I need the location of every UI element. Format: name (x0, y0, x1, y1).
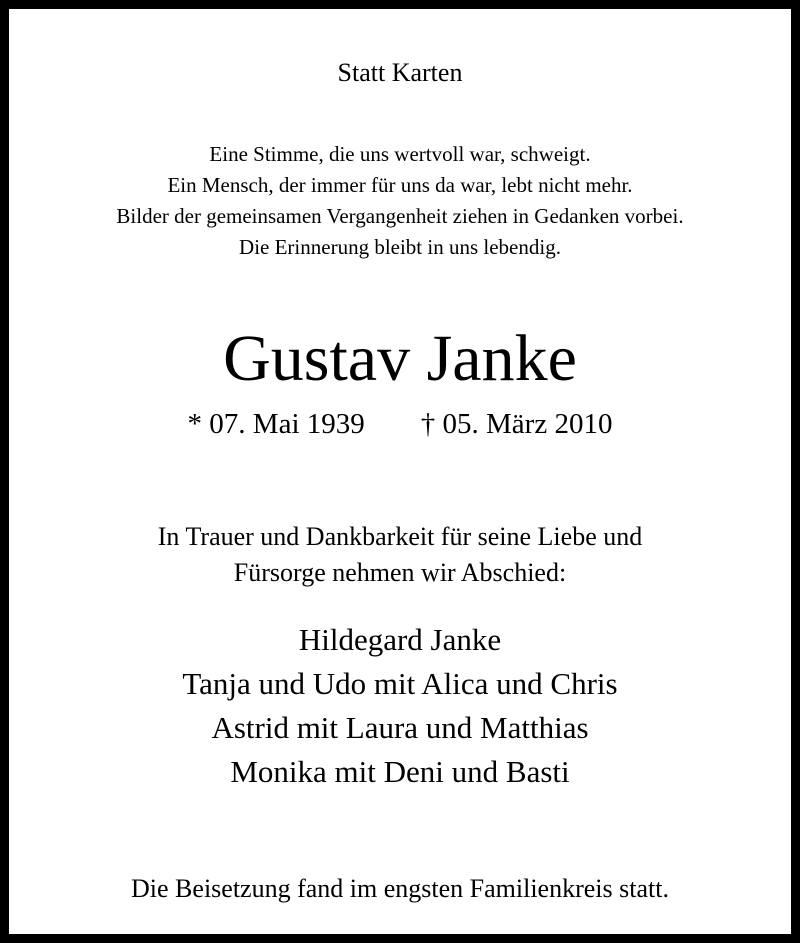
memorial-poem (9, 139, 791, 263)
mourner-entry: Hildegard Janke (298, 622, 502, 657)
deceased-name: Gustav Janke (223, 322, 577, 395)
farewell-intro (9, 519, 791, 591)
poem-line: Ein Mensch, der immer für uns da war, lebt nicht mehr. (167, 173, 633, 197)
death-date: † 05. März 2010 (420, 408, 613, 440)
mourner-entry: Monika mit Deni und Basti (230, 754, 570, 789)
intro-line: In Trauer und Dankbarkeit für seine Liebe und (157, 522, 643, 551)
burial-note: Die Beisetzung fand im engsten Familienkreis statt. (131, 874, 669, 903)
intro-line: Fürsorge nehmen wir Abschied: (233, 558, 567, 587)
birth-date: * 07. Mai 1939 (187, 408, 365, 440)
mourner-entry: Astrid mit Laura und Matthias (211, 710, 589, 745)
poem-line: Die Erinnerung bleibt in uns lebendig. (239, 235, 561, 259)
poem-line: Bilder der gemeinsamen Vergangenheit ziehen in Gedanken vorbei. (116, 204, 684, 228)
poem-line: Eine Stimme, die uns wertvoll war, schweigt. (209, 142, 591, 166)
mourners-list (9, 618, 791, 794)
mourner-entry: Tanja und Udo mit Alica und Chris (182, 666, 618, 701)
header-text: Statt Karten (337, 58, 463, 87)
life-dates (9, 405, 791, 443)
